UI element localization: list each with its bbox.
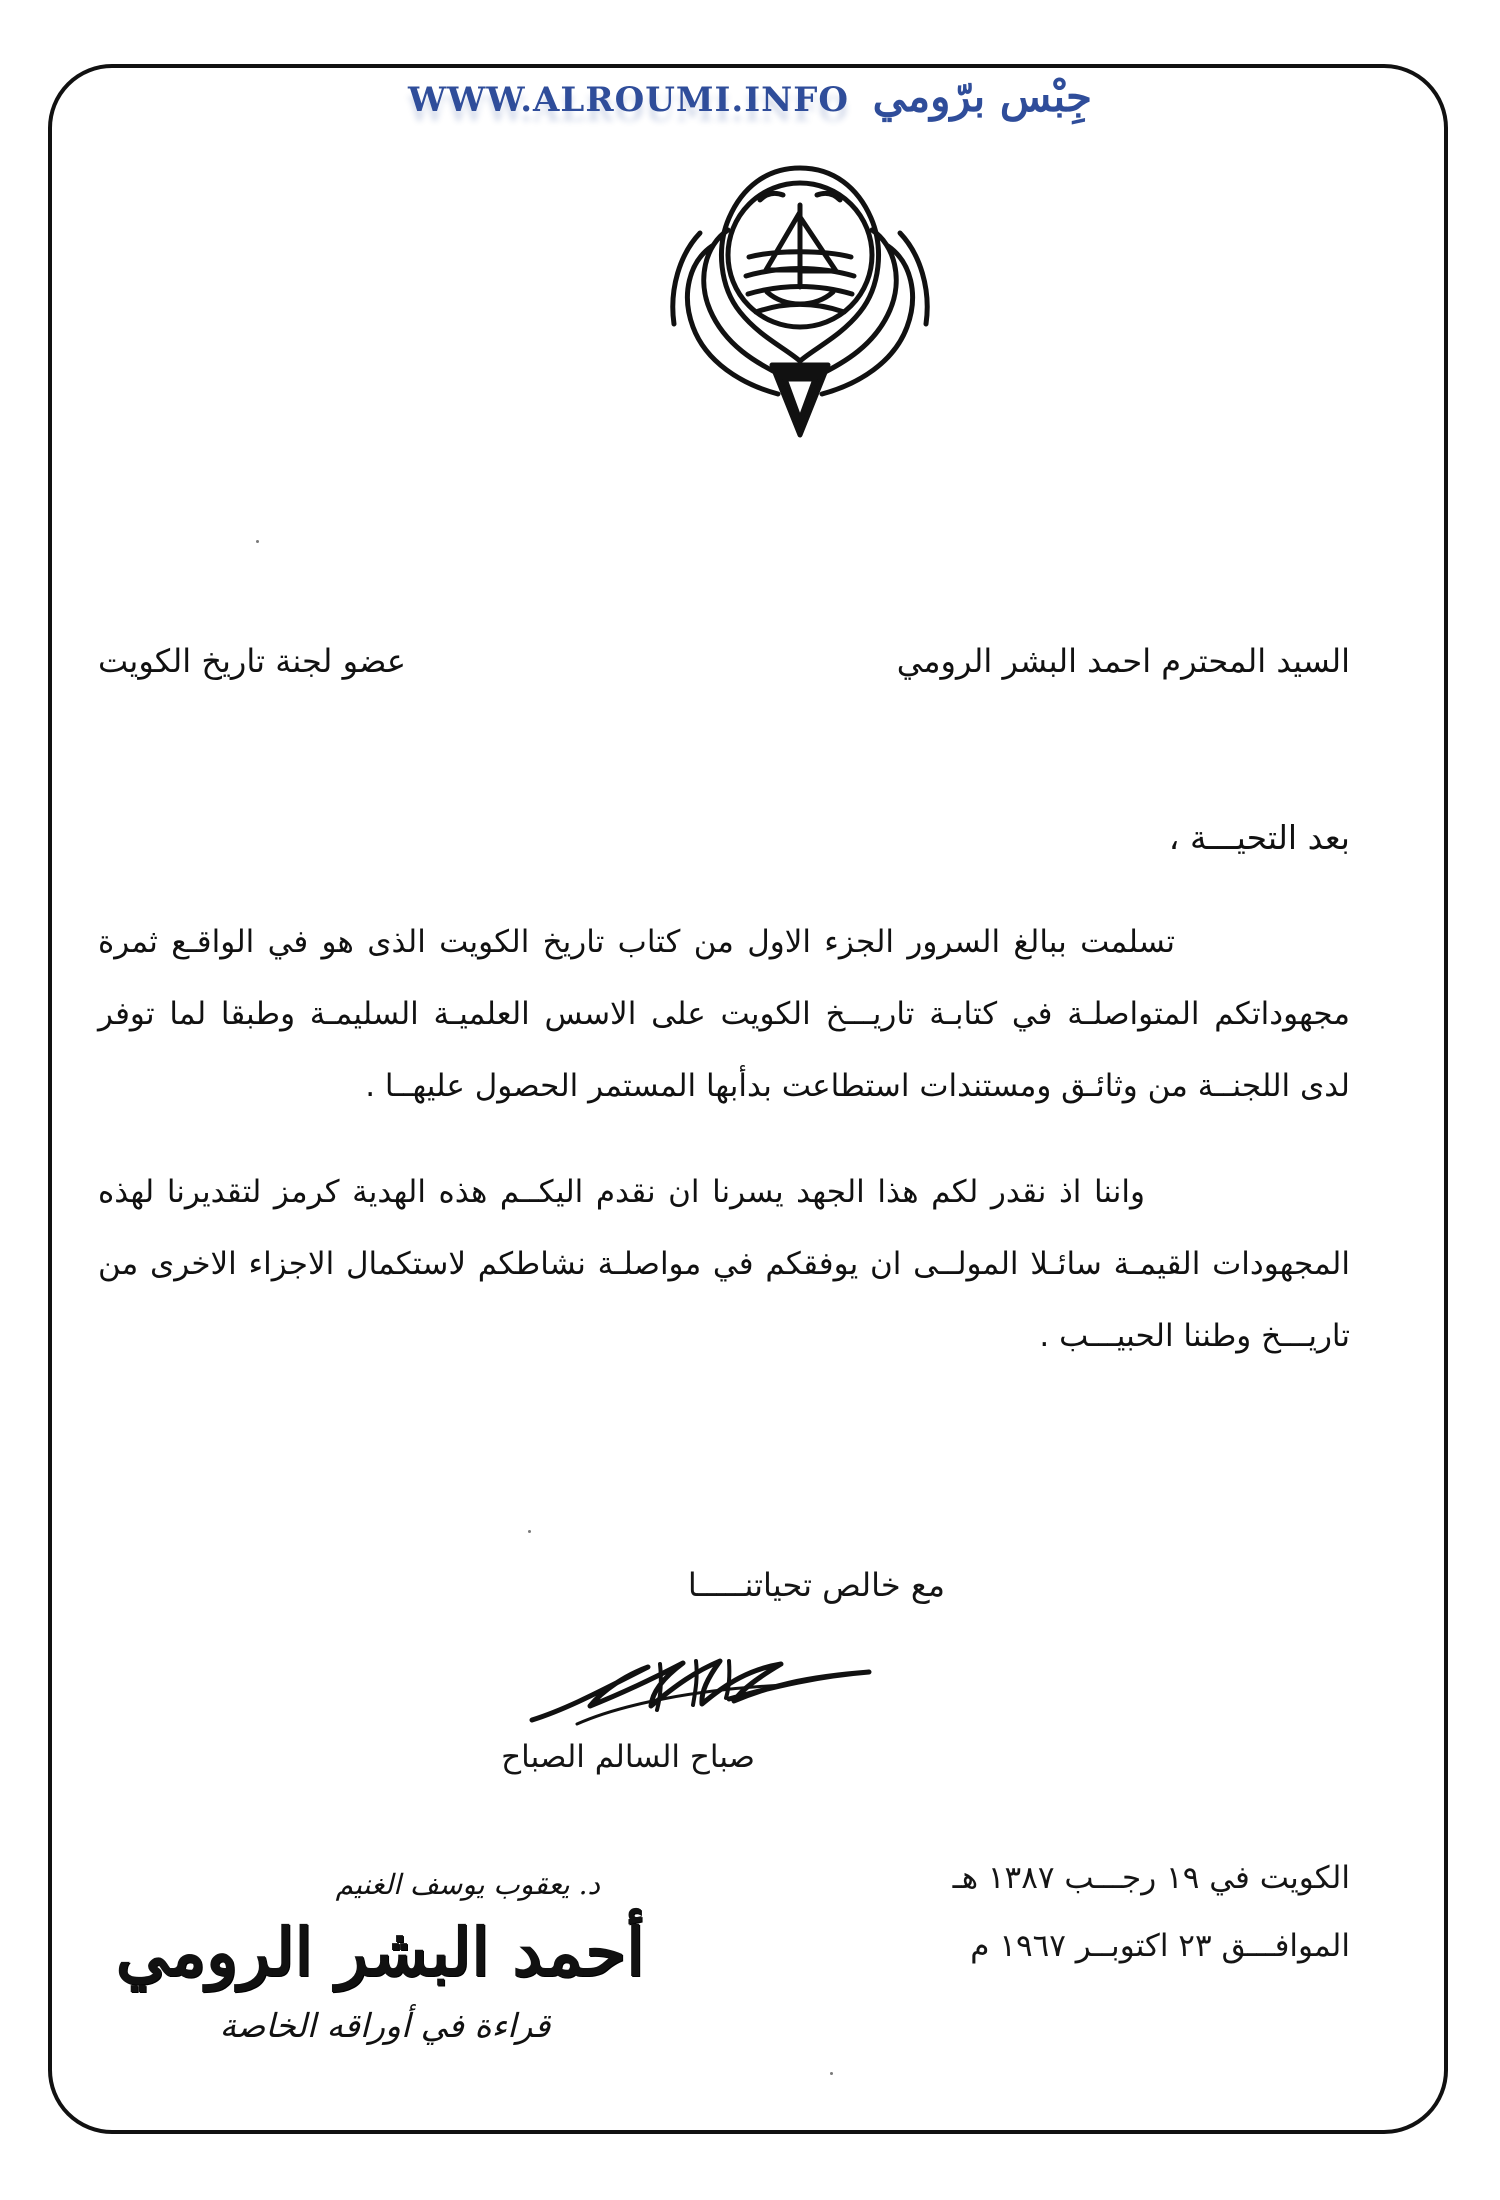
recipient-title: عضو لجنة تاريخ الكويت xyxy=(98,642,406,680)
stamp-title: أحمد البشر الرومي xyxy=(115,1913,645,1991)
gregorian-date: الموافـــق ٢٣ اكتوبــر ١٩٦٧ م xyxy=(970,1928,1350,1964)
closing-text: مع خالص تحياتنـــــا xyxy=(687,1566,945,1604)
signer-name: صباح السالم الصباح xyxy=(501,1739,755,1775)
recipient-name: السيد المحترم احمد البشر الرومي xyxy=(896,642,1350,680)
paper-speck xyxy=(830,2072,833,2075)
watermark-site: WWW.ALROUMI.INFO xyxy=(407,80,849,120)
book-stamp xyxy=(90,1868,670,2078)
body-paragraph-1: تسلمت ببالغ السرور الجزء الاول من كتاب تاريخ الكويت الذى هو في الواقـع ثمرة مجهوداتكم المتواصلـة في كتابـة تاريـــخ الكويت على الاسس العلميـة السليمـة وطبقا لما توفر لدى اللجنــة من وثائـق ومستندات استطاعت بدأبها المستمر الحصول عليهــا . xyxy=(98,924,1350,1104)
hijri-date: الكويت في ١٩ رجـــب ١٣٨٧ هـ xyxy=(952,1860,1350,1896)
paper-speck xyxy=(528,1530,531,1533)
body-paragraph-2: واننا اذ نقدر لكم هذا الجهد يسرنا ان نقدم اليكــم هذه الهدية كرمز لتقديرنا لهذه المجهودات القيمـة سائـلا المولــى ان يوفقكم في مواصلـة نشاطكم لاستكمال الاجزاء الاخرى من تاريـــخ وطننا الحبيـــب . xyxy=(98,1174,1350,1354)
recipient-line xyxy=(98,636,1350,686)
handwritten-signature xyxy=(500,1638,890,1742)
letter-body xyxy=(98,906,1350,1406)
stamp-subtitle: قراءة في أوراقه الخاصة xyxy=(219,2006,551,2045)
kuwait-emblem-icon xyxy=(655,150,945,450)
paper-speck xyxy=(256,540,259,543)
greeting: بعد التحيـــة ، xyxy=(1168,818,1350,857)
watermark-brand: جِبْس برّومي xyxy=(872,72,1093,121)
website-watermark xyxy=(0,72,1500,121)
stamp-author: د. يعقوب يوسف الغنيم xyxy=(335,1868,600,1901)
